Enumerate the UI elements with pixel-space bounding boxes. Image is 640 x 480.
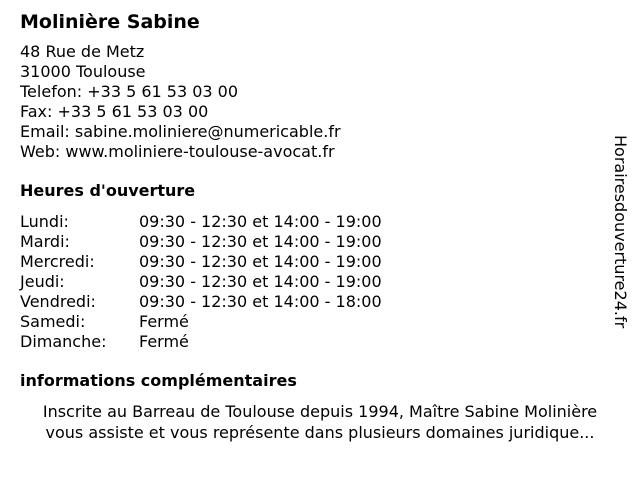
day-hours: 09:30 - 12:30 et 14:00 - 19:00 xyxy=(139,232,382,251)
info-line: vous assiste et vous représente dans plusieurs domaines juridique... xyxy=(45,423,595,442)
hours-row xyxy=(20,252,382,272)
fax-number: Fax: +33 5 61 53 03 00 xyxy=(20,102,209,121)
watermark-text: Horairesdouverture24.fr xyxy=(611,135,630,329)
website-address: Web: www.moliniere-toulouse-avocat.fr xyxy=(20,142,335,161)
hours-row xyxy=(20,272,382,292)
hours-row xyxy=(20,232,382,252)
hours-row xyxy=(20,292,382,312)
day-hours: 09:30 - 12:30 et 14:00 - 19:00 xyxy=(139,252,382,271)
phone-number: Telefon: +33 5 61 53 03 00 xyxy=(20,82,239,101)
day-hours: 09:30 - 12:30 et 14:00 - 19:00 xyxy=(139,212,382,231)
day-label: Vendredi: xyxy=(20,292,96,311)
day-hours: Fermé xyxy=(139,312,189,331)
city-postcode: 31000 Toulouse xyxy=(20,62,146,81)
email-address: Email: sabine.moliniere@numericable.fr xyxy=(20,122,341,141)
day-hours: Fermé xyxy=(139,332,189,351)
opening-hours-table xyxy=(20,212,382,352)
additional-info-text xyxy=(20,401,620,443)
address-block xyxy=(20,42,620,162)
info-line: Inscrite au Barreau de Toulouse depuis 1994, Maître Sabine Molinière xyxy=(42,402,598,421)
day-label: Lundi: xyxy=(20,212,69,231)
opening-hours-heading: Heures d'ouverture xyxy=(20,181,196,200)
day-label: Mercredi: xyxy=(20,252,95,271)
day-label: Dimanche: xyxy=(20,332,107,351)
business-name: Molinière Sabine xyxy=(20,11,200,33)
hours-row xyxy=(20,312,382,332)
day-hours: 09:30 - 12:30 et 14:00 - 18:00 xyxy=(139,292,382,311)
day-hours: 09:30 - 12:30 et 14:00 - 19:00 xyxy=(139,272,382,291)
day-label: Jeudi: xyxy=(20,272,65,291)
street-address: 48 Rue de Metz xyxy=(20,42,145,61)
hours-row xyxy=(20,332,382,352)
day-label: Samedi: xyxy=(20,312,86,331)
site-watermark xyxy=(600,135,640,345)
additional-info-heading: informations complémentaires xyxy=(20,371,297,390)
business-card xyxy=(20,10,620,443)
day-label: Mardi: xyxy=(20,232,70,251)
hours-row xyxy=(20,212,382,232)
